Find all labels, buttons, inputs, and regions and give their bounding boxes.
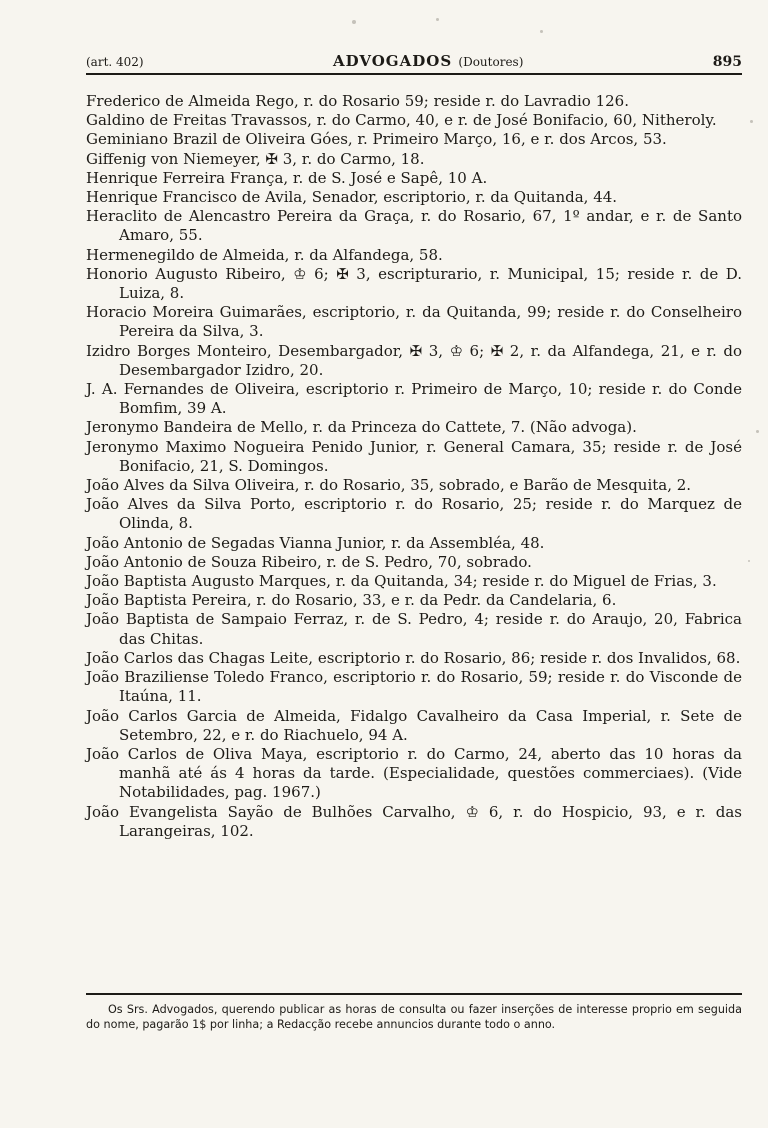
list-item: J. A. Fernandes de Oliveira, escriptorio r. Primeiro de Março, 10; reside r. do Conde Bomfim, 39 A. [86, 380, 742, 418]
list-item: Frederico de Almeida Rego, r. do Rosario 59; reside r. do Lavradio 126. [86, 92, 629, 110]
list-item: Geminiano Brazil de Oliveira Góes, r. Primeiro Março, 16, e r. dos Arcos, 53. [86, 130, 667, 149]
page-header [86, 52, 742, 72]
list-item: Izidro Borges Monteiro, Desembargador, ✠ 3, ♔ 6; ✠ 2, r. da Alfandega, 21, e r. do Desembargador Izidro, 20. [86, 341, 742, 379]
list-item: João Evangelista Sayão de Bulhões Carvalho, ♔ 6, r. do Hospicio, 93, e r. das Larangeiras, 102. [86, 802, 742, 840]
footnote-rule [86, 993, 742, 995]
list-item: Honorio Augusto Ribeiro, ♔ 6; ✠ 3, escripturario, r. Municipal, 15; reside r. de D. Luiza, 8. [86, 264, 742, 303]
page-number: 895 [712, 54, 742, 70]
list-item: Jeronymo Bandeira de Mello, r. da Princeza do Cattete, 7. (Não advoga). [86, 418, 637, 437]
list-item: João Baptista de Sampaio Ferraz, r. de S. Pedro, 4; reside r. do Araujo, 20, Fabrica das Chitas. [86, 610, 742, 648]
header-rule [86, 73, 742, 75]
footnote: Os Srs. Advogados, querendo publicar as horas de consulta ou fazer inserções de interesse proprio em seguida do nome, pagarão 1$ por linha; a Redacção recebe annuncios durante todo o anno. [86, 1003, 742, 1031]
list-item: Heraclito de Alencastro Pereira da Graça, r. do Rosario, 67, 1º andar, e r. de Santo Amaro, 55. [86, 207, 742, 245]
list-item: Giffenig von Niemeyer, ✠ 3, r. do Carmo, 18. [86, 149, 425, 168]
print-speck [352, 20, 356, 24]
list-item: Henrique Ferreira França, r. de S. José e Sapê, 10 A. [86, 168, 488, 187]
section-title-main: ADVOGADOS [332, 52, 453, 70]
list-item: João Alves da Silva Porto, escriptorio r. do Rosario, 25; reside r. do Marquez de Olinda, 8. [86, 495, 742, 533]
list-item: João Carlos das Chagas Leite, escriptorio r. do Rosario, 86; reside r. dos Invalidos, 68. [86, 648, 741, 667]
list-item: João Alves da Silva Oliveira, r. do Rosario, 35, sobrado, e Barão de Mesquita, 2. [86, 476, 692, 495]
list-item: João Antonio de Souza Ribeiro, r. de S. Pedro, 70, sobrado. [86, 552, 532, 571]
section-title-sub: (Doutores) [458, 55, 524, 69]
print-speck [750, 120, 753, 123]
article-reference: (art. 402) [86, 55, 144, 69]
print-speck [436, 18, 439, 21]
list-item: João Baptista Pereira, r. do Rosario, 33, e r. da Pedr. da Candelaria, 6. [86, 591, 617, 610]
list-item: Henrique Francisco de Avila, Senador, escriptorio, r. da Quitanda, 44. [86, 188, 618, 207]
print-speck [540, 30, 543, 33]
list-item: João Antonio de Segadas Vianna Junior, r. da Assembléa, 48. [86, 533, 545, 552]
print-speck [756, 430, 759, 433]
list-item: Jeronymo Maximo Nogueira Penido Junior, r. General Camara, 35; reside r. de José Bonifacio, 21, S. Domingos. [86, 437, 742, 475]
list-item: Horacio Moreira Guimarães, escriptorio, r. da Quitanda, 99; reside r. do Conselheiro Pereira da Silva, 3. [86, 303, 742, 341]
advocate-list [86, 92, 742, 841]
list-item: Galdino de Freitas Travassos, r. do Carmo, 40, e r. de José Bonifacio, 60, Nitheroly. [86, 111, 717, 130]
list-item: João Baptista Augusto Marques, r. da Quitanda, 34; reside r. do Miguel de Frias, 3. [86, 572, 717, 591]
list-item: Hermenegildo de Almeida, r. da Alfandega, 58. [86, 245, 443, 264]
print-speck [748, 560, 750, 562]
list-item: João Braziliense Toledo Franco, escriptorio r. do Rosario, 59; reside r. do Visconde de Itaúna, 11. [86, 668, 742, 706]
list-item: João Carlos Garcia de Almeida, Fidalgo Cavalheiro da Casa Imperial, r. Sete de Setembro, 22, e r. do Riachuelo, 94 A. [86, 706, 742, 744]
section-title [333, 52, 523, 70]
list-item: João Carlos de Oliva Maya, escriptorio r. do Carmo, 24, aberto das 10 horas da manhã até ás 4 horas da tarde. (Especialidade, questões commerciaes). (Vide Notabilidades, pag. 1967.) [86, 744, 742, 802]
